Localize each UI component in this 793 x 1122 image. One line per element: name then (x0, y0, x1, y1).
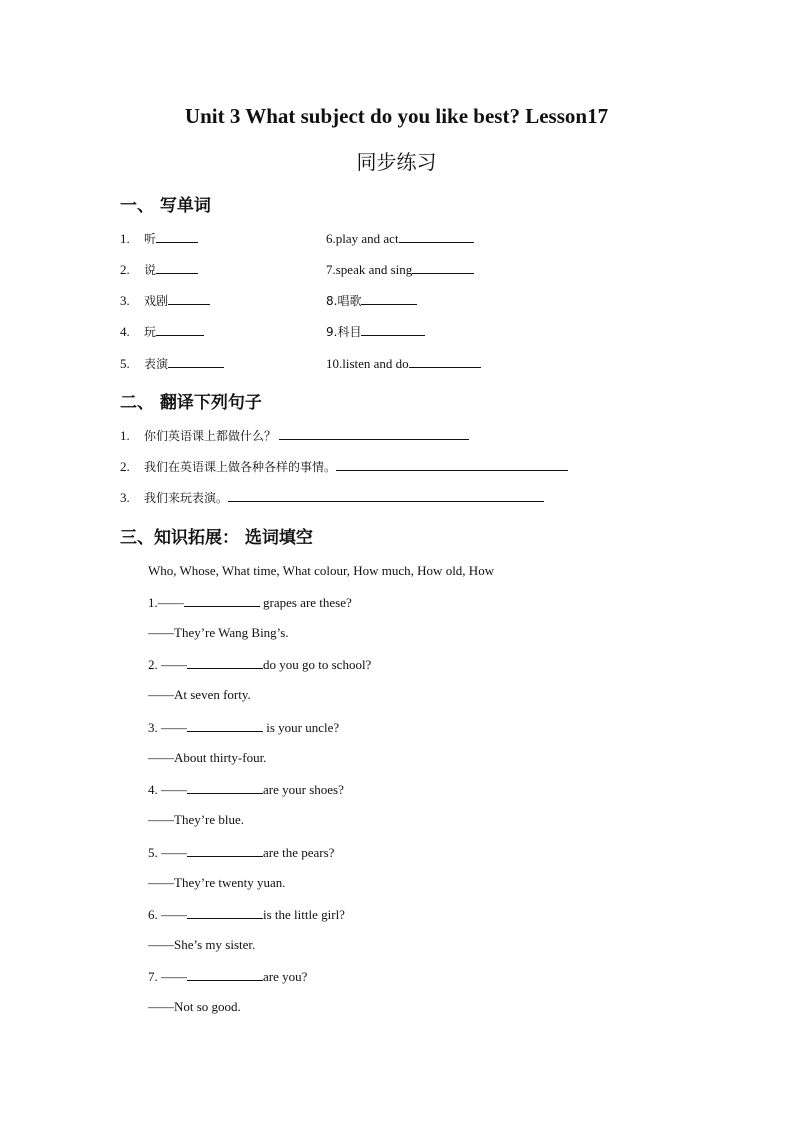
vocab-item: 8.唱歌 (326, 292, 417, 309)
vocab-item: 9.科目 (326, 323, 425, 340)
vocab-item: 6.play and act (326, 230, 474, 247)
answer-blank[interactable] (361, 292, 417, 305)
answer-blank[interactable] (279, 427, 469, 440)
vocab-item: 10.listen and do (326, 355, 481, 372)
fill-answer: ——They’re Wang Bing’s. (148, 625, 289, 640)
fill-answer: ——They’re blue. (148, 812, 245, 827)
answer-blank[interactable] (187, 719, 263, 732)
fill-answer: ——Not so good. (148, 999, 241, 1014)
word-bank: Who, Whose, What time, What colour, How much, How old, How (148, 563, 495, 578)
fill-answer: ——She’s my sister. (148, 937, 256, 952)
translation-item: 3. 我们来玩表演。 (120, 489, 544, 506)
answer-blank[interactable] (187, 656, 263, 669)
vocab-item: 5. 表演 (120, 355, 224, 372)
section-heading-translation: 二、 翻译下列句子 (120, 393, 262, 413)
fill-question: 4. —— are your shoes? (148, 782, 344, 797)
answer-blank[interactable] (228, 489, 544, 502)
translation-item: 1. 你们英语课上都做什么？ (120, 427, 469, 444)
answer-blank[interactable] (361, 323, 425, 336)
vocab-item: 3. 戏剧 (120, 292, 210, 309)
page-title: Unit 3 What subject do you like best? Lesson17 (184, 104, 609, 128)
translation-item: 2. 我们在英语课上做各种各样的事情。 (120, 458, 568, 475)
answer-blank[interactable] (184, 594, 260, 607)
answer-blank[interactable] (187, 844, 263, 857)
answer-blank[interactable] (187, 968, 263, 981)
answer-blank[interactable] (187, 781, 263, 794)
page-subtitle: 同步练习 (356, 150, 437, 174)
fill-answer: ——At seven forty. (148, 687, 251, 702)
vocab-item: 4. 玩 (120, 323, 204, 340)
answer-blank[interactable] (168, 292, 210, 305)
answer-blank[interactable] (336, 458, 568, 471)
section-heading-fill-in: 三、知识拓展： 选词填空 (120, 528, 313, 548)
fill-question: 6. —— is the little girl? (148, 907, 345, 922)
answer-blank[interactable] (156, 261, 198, 274)
vocab-item: 2. 说 (120, 261, 198, 278)
answer-blank[interactable] (399, 230, 474, 243)
answer-blank[interactable] (187, 906, 263, 919)
answer-blank[interactable] (409, 355, 481, 368)
fill-question: 5. —— are the pears? (148, 845, 335, 860)
answer-blank[interactable] (412, 261, 474, 274)
answer-blank[interactable] (156, 230, 198, 243)
answer-blank[interactable] (156, 323, 204, 336)
fill-answer: ——They’re twenty yuan. (148, 875, 286, 890)
answer-blank[interactable] (168, 355, 224, 368)
fill-question: 7. —— are you? (148, 969, 308, 984)
fill-question: 3. —— is your uncle? (148, 720, 340, 735)
vocab-item: 7.speak and sing (326, 261, 474, 278)
fill-answer: ——About thirty-four. (148, 750, 267, 765)
fill-question: 2. —— do you go to school? (148, 657, 372, 672)
fill-question: 1.—— grapes are these? (148, 595, 352, 610)
section-heading-vocabulary: 一、 写单词 (120, 196, 211, 216)
vocab-item: 1. 听 (120, 230, 198, 247)
